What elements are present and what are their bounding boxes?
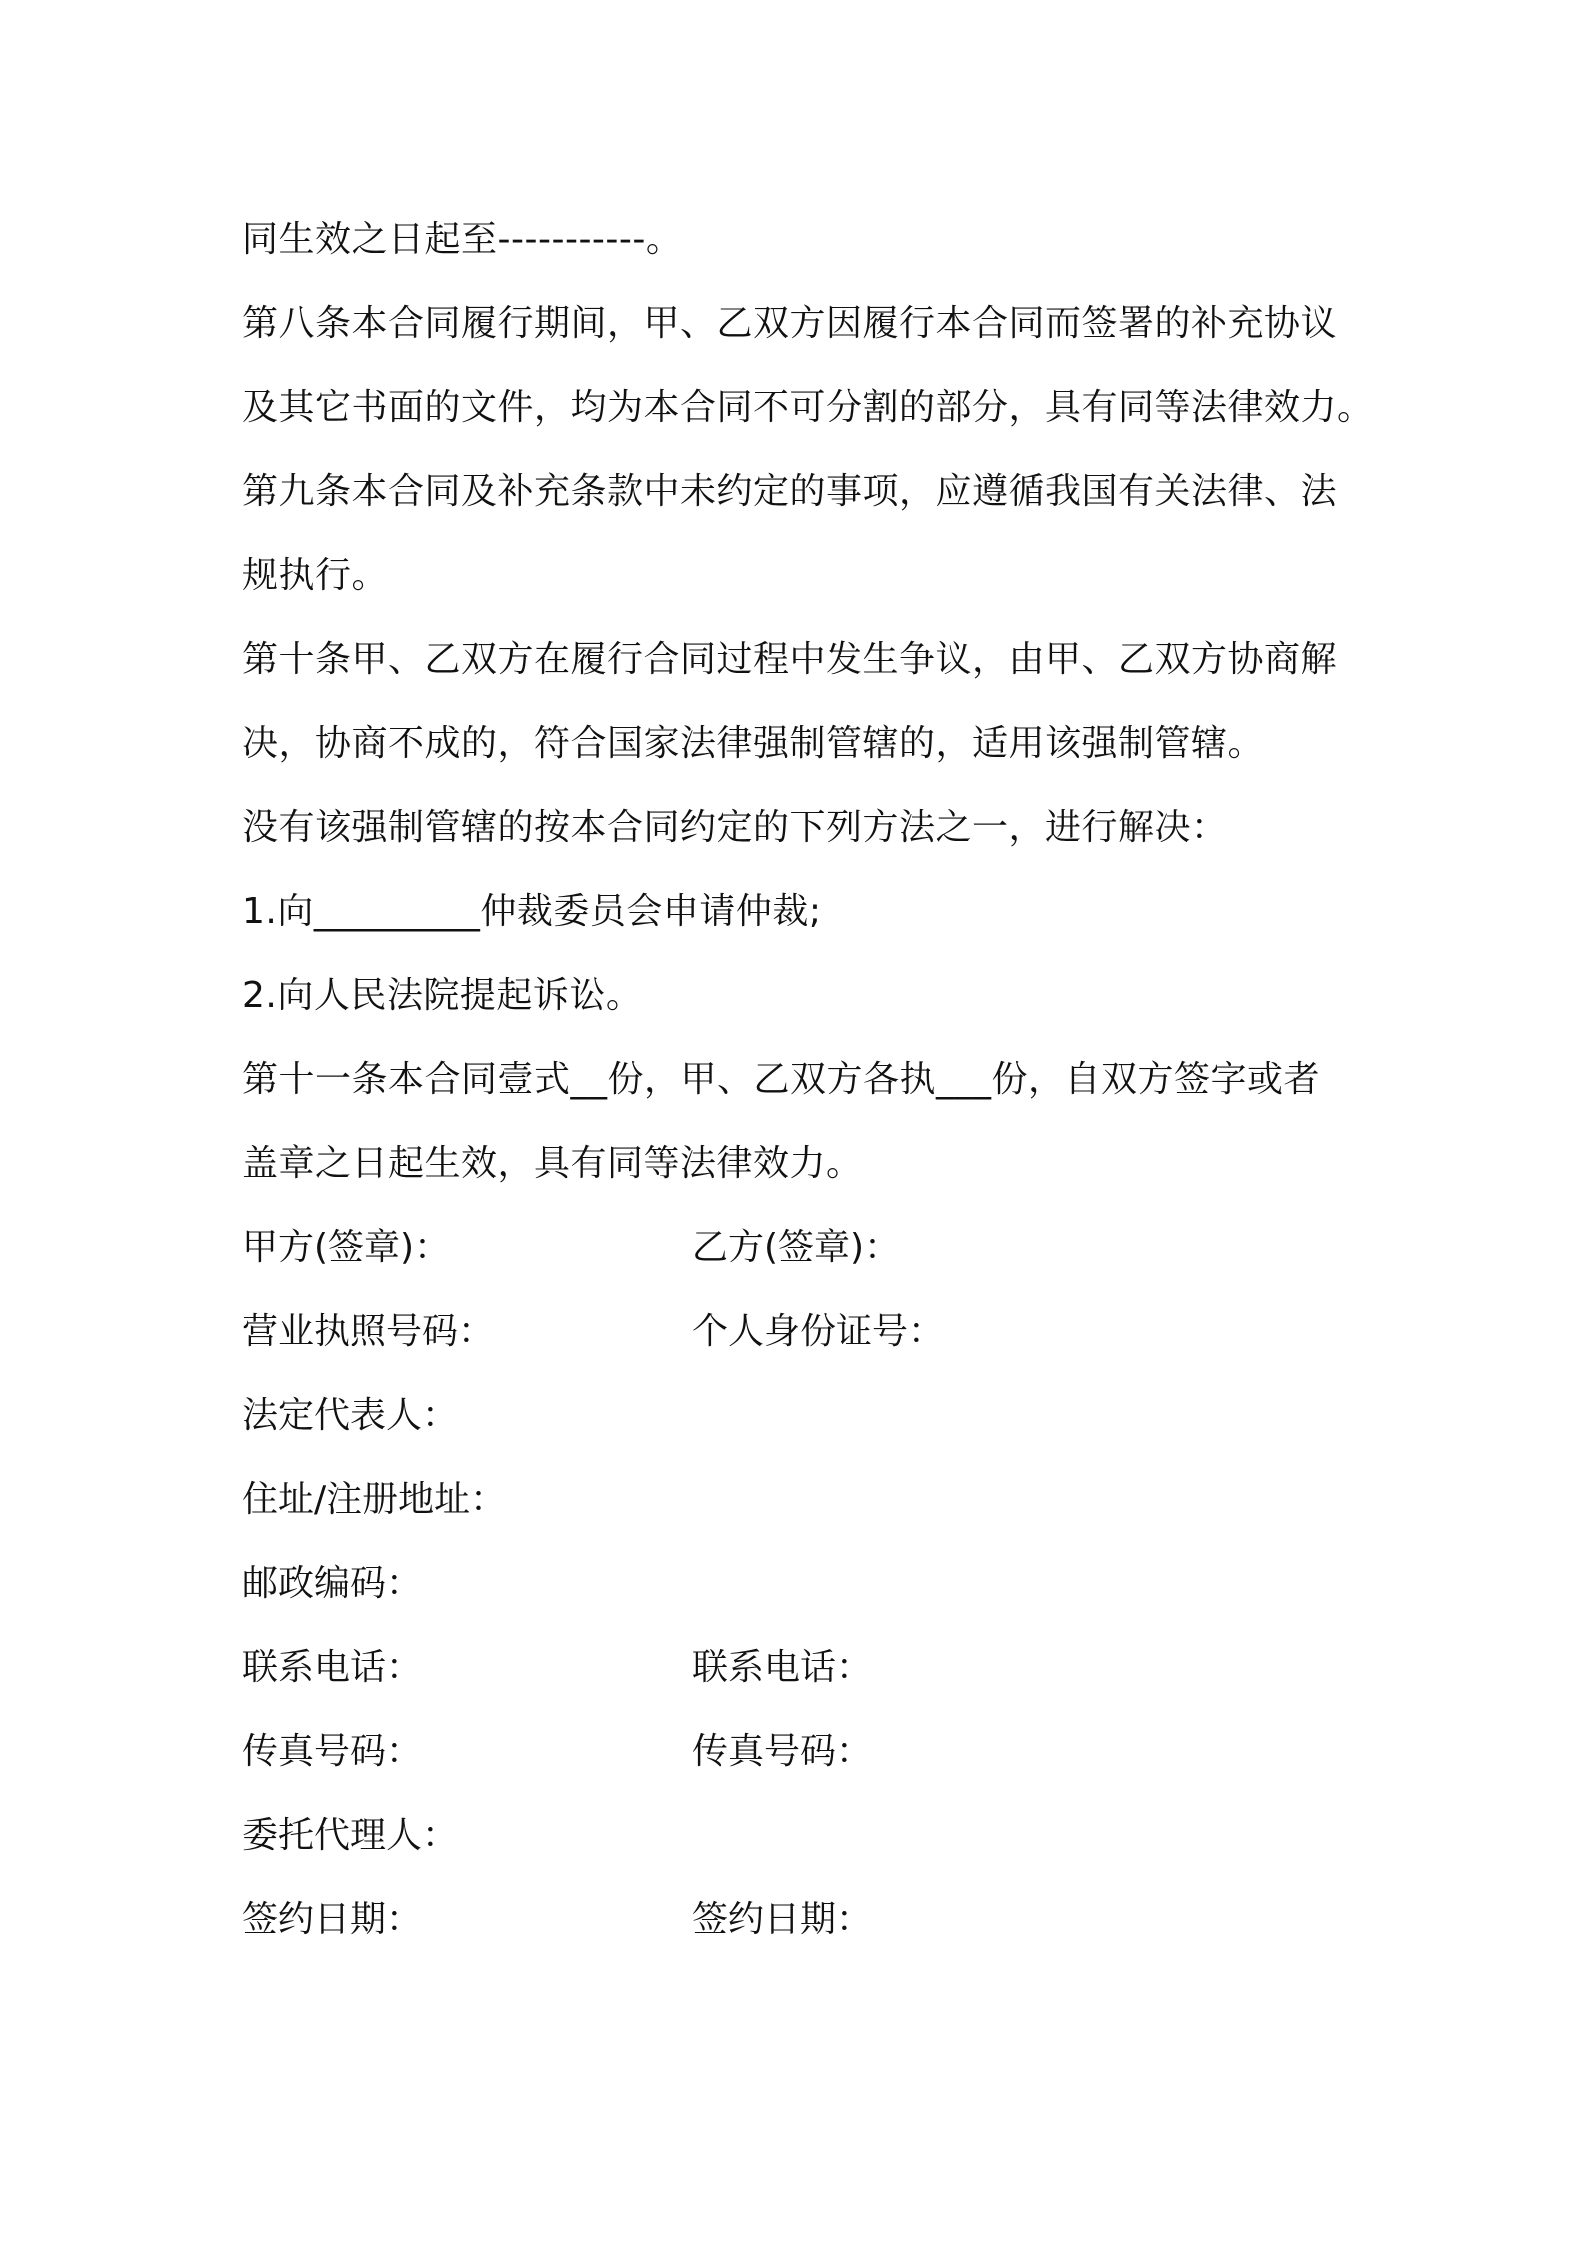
paragraph-line: 第九条本合同及补充条款中未约定的事项，应遵循我国有关法律、法 xyxy=(242,471,1338,512)
party-a-phone-label: 联系电话： xyxy=(242,1647,423,1688)
postal-code-label: 邮政编码： xyxy=(242,1563,423,1604)
authorized-agent-label: 委托代理人： xyxy=(242,1815,459,1856)
signature-row xyxy=(242,1206,1362,1290)
party-b-sign-date-label: 签约日期： xyxy=(692,1899,873,1940)
paragraph-line: 第八条本合同履行期间，甲、乙双方因履行本合同而签署的补充协议 xyxy=(242,303,1338,344)
paragraph-line: 第十一条本合同壹式__份，甲、乙双方各执___份，自双方签字或者 xyxy=(242,1059,1321,1100)
paragraph-line: 1.向_________仲裁委员会申请仲裁; xyxy=(242,891,822,932)
party-b-fax-label: 传真号码： xyxy=(692,1731,873,1772)
party-a-fax-label: 传真号码： xyxy=(242,1731,423,1772)
party-b-phone-label: 联系电话： xyxy=(692,1647,873,1688)
paragraph-line: 及其它书面的文件，均为本合同不可分割的部分，具有同等法律效力。 xyxy=(242,387,1374,428)
party-a-seal-label: 甲方(签章)： xyxy=(242,1227,451,1268)
document-body xyxy=(242,198,1374,1962)
legal-representative-label: 法定代表人： xyxy=(242,1395,459,1436)
paragraph-line: 没有该强制管辖的按本合同约定的下列方法之一，进行解决： xyxy=(242,807,1228,848)
party-a-sign-date-label: 签约日期： xyxy=(242,1899,423,1940)
paragraph-line: 2.向人民法院提起诉讼。 xyxy=(242,975,643,1016)
signature-row xyxy=(242,1458,1362,1542)
signature-row xyxy=(242,1626,1362,1710)
paragraph-line: 第十条甲、乙双方在履行合同过程中发生争议，由甲、乙双方协商解 xyxy=(242,639,1338,680)
signature-row xyxy=(242,1542,1362,1626)
id-number-label: 个人身份证号： xyxy=(692,1311,945,1352)
paragraph-line: 盖章之日起生效，具有同等法律效力。 xyxy=(242,1143,863,1184)
paragraph-line: 决，协商不成的，符合国家法律强制管辖的，适用该强制管辖。 xyxy=(242,723,1265,764)
signature-row xyxy=(242,1794,1362,1878)
signature-block xyxy=(242,1206,1362,1962)
signature-row xyxy=(242,1710,1362,1794)
signature-row xyxy=(242,1290,1362,1374)
paragraph-line: 同生效之日起至-----------。 xyxy=(242,219,683,260)
business-license-label: 营业执照号码： xyxy=(242,1311,495,1352)
paragraph-line: 规执行。 xyxy=(242,555,389,596)
signature-row xyxy=(242,1374,1362,1458)
address-label: 住址/注册地址： xyxy=(242,1479,507,1520)
signature-row xyxy=(242,1878,1362,1962)
party-b-seal-label: 乙方(签章)： xyxy=(692,1227,901,1268)
